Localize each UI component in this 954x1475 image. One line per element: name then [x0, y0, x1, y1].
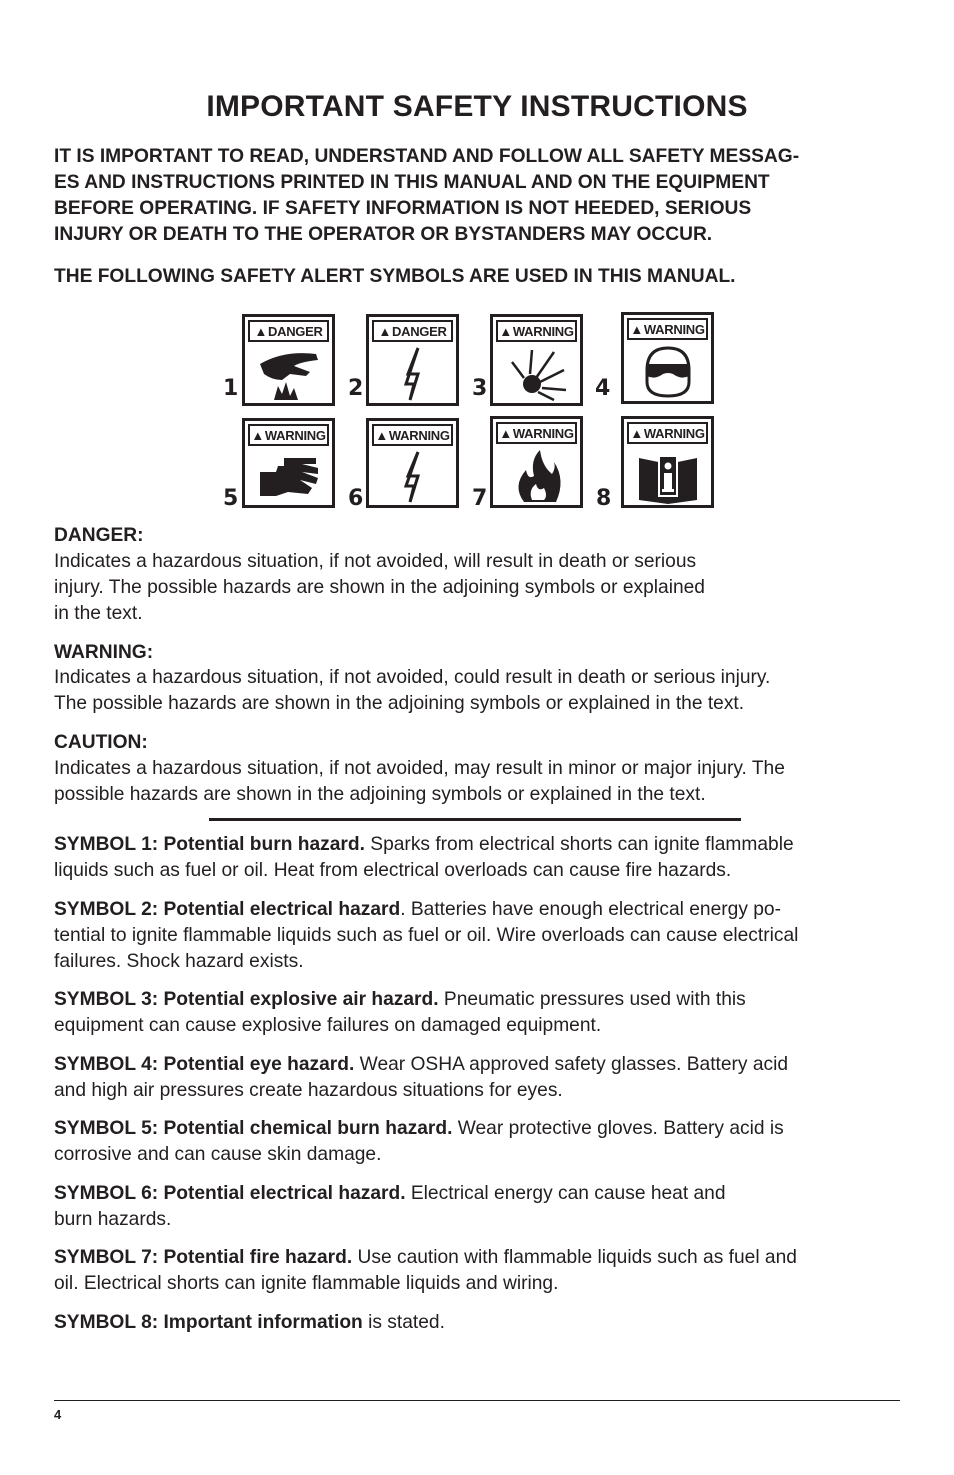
sign-header: DANGER: [268, 323, 323, 339]
sign-header: WARNING: [264, 427, 326, 443]
warning-text: Indicates a hazardous situation, if not avoided, could result in death or serious injury. The possible hazards are shown in the adjoining symbols or explained in the text.: [54, 667, 771, 714]
symbol-number: 2: [348, 376, 364, 401]
alert-triangle-icon: ▲: [375, 427, 388, 443]
safety-goggles-icon: [633, 342, 703, 400]
warning-sign: [242, 418, 335, 508]
symbol-5-description: SYMBOL 5: Potential chemical burn hazard. Wear protective gloves. Battery acid is corrosive and can cause skin damage.: [54, 1118, 784, 1165]
caution-heading: CAUTION:: [54, 732, 148, 753]
symbol-6-description: SYMBOL 6: Potential electrical hazard. Electrical energy can cause heat and burn hazards.: [54, 1183, 726, 1230]
warning-sign: [621, 312, 714, 404]
warning-sign: [490, 416, 583, 508]
warning-heading: WARNING:: [54, 642, 154, 663]
lightning-icon: [378, 344, 448, 402]
symbol-1-description: SYMBOL 1: Potential burn hazard. Sparks from electrical shorts can ignite flammable liquids such as fuel or oil. Heat from electrical overloads can cause fire hazards.: [54, 834, 794, 881]
danger-sign: [366, 314, 459, 406]
sign-header: WARNING: [643, 321, 705, 337]
hand-burn-icon: [254, 344, 324, 402]
sign-header: WARNING: [512, 425, 574, 441]
symbol-2-description: SYMBOL 2: Potential electrical hazard. Batteries have enough electrical energy po- tential to ignite flammable liquids such as fuel or oil. Wire overloads can cause electrical failures. Shock hazard exists.: [54, 899, 799, 972]
alert-triangle-icon: ▲: [254, 323, 268, 339]
symbol-number: 3: [472, 376, 488, 401]
alert-triangle-icon: ▲: [499, 323, 512, 339]
warning-sign: [490, 314, 583, 406]
lightning-icon: [378, 448, 448, 504]
danger-text: Indicates a hazardous situation, if not avoided, will result in death or serious injury. The possible hazards are shown in the adjoining symbols or explained in the text.: [54, 551, 705, 624]
symbol-number: 8: [596, 486, 612, 511]
footer-divider: [54, 1400, 900, 1401]
symbol-number: 1: [223, 376, 239, 401]
alert-triangle-icon: ▲: [630, 425, 643, 441]
explosion-icon: [502, 344, 572, 402]
alert-symbols-caption: THE FOLLOWING SAFETY ALERT SYMBOLS ARE USED IN THIS MANUAL.: [54, 266, 736, 287]
info-book-icon: [633, 446, 703, 504]
alert-triangle-icon: ▲: [630, 321, 643, 337]
symbol-7-description: SYMBOL 7: Potential fire hazard. Use caution with flammable liquids such as fuel and oil. Electrical shorts can ignite flammable liquids and wiring.: [54, 1247, 797, 1294]
alert-triangle-icon: ▲: [251, 427, 264, 443]
warning-sign: [621, 416, 714, 508]
page-number: 4: [54, 1407, 62, 1422]
symbol-4-description: SYMBOL 4: Potential eye hazard. Wear OSHA approved safety glasses. Battery acid and high air pressures create hazardous situations for eyes.: [54, 1054, 789, 1101]
sign-header: WARNING: [388, 427, 450, 443]
glove-icon: [254, 448, 324, 504]
symbol-number: 5: [223, 486, 239, 511]
page-title: IMPORTANT SAFETY INSTRUCTIONS: [206, 90, 748, 123]
section-divider: [209, 818, 741, 821]
sign-header: WARNING: [512, 323, 574, 339]
danger-sign: [242, 314, 335, 406]
sign-header: DANGER: [392, 323, 447, 339]
alert-triangle-icon: ▲: [378, 323, 392, 339]
sign-header: WARNING: [643, 425, 705, 441]
alert-triangle-icon: ▲: [499, 425, 512, 441]
symbol-number: 4: [595, 376, 611, 401]
symbol-3-description: SYMBOL 3: Potential explosive air hazard. Pneumatic pressures used with this equipment can cause explosive failures on damaged equipment.: [54, 989, 746, 1036]
warning-sign: [366, 418, 459, 508]
symbol-number: 6: [348, 486, 364, 511]
symbol-number: 7: [472, 486, 488, 511]
intro-warning: IT IS IMPORTANT TO READ, UNDERSTAND AND FOLLOW ALL SAFETY MESSAG- ES AND INSTRUCTIONS PRINTED IN THIS MANUAL AND ON THE EQUIPMENT BEFORE OPERATING. IF SAFETY INFORMATION IS NOT HEEDED, SERIOUS INJURY OR DEATH TO THE OPERATOR OR BYSTANDERS MAY OCCUR.: [54, 146, 800, 245]
danger-heading: DANGER:: [54, 525, 144, 546]
symbol-8-description: SYMBOL 8: Important information is stated.: [54, 1312, 445, 1333]
caution-text: Indicates a hazardous situation, if not avoided, may result in minor or major injury. The possible hazards are shown in the adjoining symbols or explained in the text.: [54, 758, 785, 805]
fire-icon: [502, 446, 572, 504]
